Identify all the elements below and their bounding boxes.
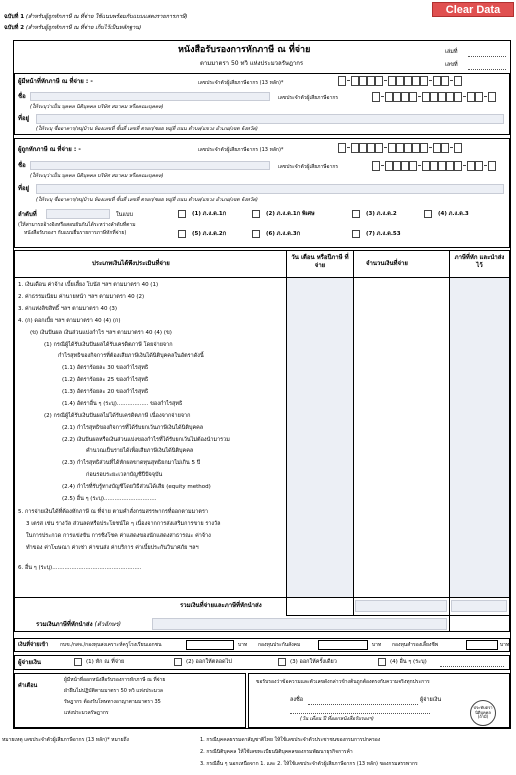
payer-type-other-line[interactable]	[440, 666, 504, 667]
fund-gpf-unit: บาท	[238, 642, 248, 648]
payer-type-option-2: (2) ออกให้ตลอดไป	[186, 659, 232, 665]
doc-no-label: เลขที่	[445, 62, 458, 68]
footnote-text: เลขประจำตัวผู้เสียภาษีอากร (13 หลัก)* หมายถึง	[24, 737, 129, 743]
income-row: (2.5) อื่น ๆ (ระบุ)..............................	[62, 496, 157, 502]
tax-id2-digit[interactable]	[372, 92, 380, 102]
tax-id2-digit[interactable]	[409, 92, 417, 102]
tax-id-digit[interactable]	[454, 76, 462, 86]
payer-type-option-3: (3) ออกให้ครั้งเดียว	[290, 659, 337, 665]
tax-id-digit[interactable]	[359, 143, 367, 153]
tax-id2-digit[interactable]	[393, 161, 401, 171]
fund-gpf-label: กบข./กสจ./กองทุนสงเคราะห์ครูโรงเรียนเอกชน	[60, 642, 162, 648]
tax-id2-digit[interactable]	[446, 161, 454, 171]
footnote-item-1: 1. กรณีบุคคลธรรมดาสัญชาติไทย ให้ใช้เลขประจำตัวประชาชนของกรมการปกครอง	[200, 737, 381, 743]
tax-id-digit[interactable]	[412, 143, 420, 153]
income-row: (2) กรณีผู้ได้รับเงินปันผลไม่ได้รับเครดิตภาษี เนื่องจากจ่ายจาก	[44, 413, 191, 419]
payer-tax-id2-label: เลขประจำตัวผู้เสียภาษีอากร	[278, 95, 339, 101]
form-option-2: (2) ภ.ง.ด.1ก พิเศษ	[266, 211, 315, 217]
tax-id2-digit[interactable]	[409, 161, 417, 171]
payee-name-input[interactable]	[30, 161, 270, 170]
footnote-intro	[2, 738, 129, 743]
tax-id2-digit[interactable]	[438, 161, 446, 171]
income-row: (1.3) อัตราร้อยละ 20 ของกำไรสุทธิ	[62, 389, 149, 395]
signature-line[interactable]	[308, 704, 418, 705]
seq-label: ลำดับที่	[18, 211, 37, 218]
income-row: 3. ค่าแห่งลิขสิทธิ์ ฯลฯ ตามมาตรา 40 (3)	[18, 306, 118, 312]
warning-line: ผู้มีหน้าที่ออกหนังสือรับรองการหักภาษี ณ ที่จ่าย	[64, 677, 166, 683]
income-row: (2.3) กำไรสุทธิส่วนที่ได้หักผลขาดทุนสุทธิยกมาไม่เกิน 5 ปี	[62, 460, 201, 466]
tax-id2-digit[interactable]	[430, 161, 438, 171]
seq-hint-1: (ให้สามารถอ้างอิงหรือสอบยันกันได้ระหว่างลำดับที่ตาม	[18, 222, 136, 228]
payee-heading: ผู้ถูกหักภาษี ณ ที่จ่าย : -	[18, 146, 81, 153]
payee-name-hint: (ให้ระบุว่าเป็น บุคคล นิติบุคคล บริษัท สมาคม หรือคณะบุคคล)	[30, 173, 164, 179]
footnote-item-3: 3. กรณีอื่น ๆ นอกเหนือจาก 1. และ 2. ให้ใช้เลขประจำตัวผู้เสียภาษีอากร (13 หลัก) ของกรมสรรพากร	[200, 761, 418, 767]
seq-input[interactable]	[46, 209, 110, 219]
tax-id2-digit[interactable]	[422, 92, 430, 102]
form-option-4: (4) ภ.ง.ด.3	[438, 211, 469, 217]
tax-id-digit[interactable]	[396, 143, 404, 153]
copy2-line	[4, 26, 141, 32]
tax-id2-digit[interactable]	[488, 92, 496, 102]
fund-pvd-input[interactable]	[466, 640, 498, 650]
fund-ssf-unit: บาท	[372, 642, 382, 648]
col-tax-header: ภาษีที่หัก และนำส่งไว้	[454, 254, 505, 269]
income-row: 2. ค่าธรรมเนียม ค่านายหน้า ฯลฯ ตามมาตรา 40 (2)	[18, 294, 145, 300]
form-title: หนังสือรับรองการหักภาษี ณ ที่จ่าย	[178, 45, 311, 55]
col-date-header: วัน เดือน หรือปีภาษี ที่จ่าย	[291, 254, 349, 269]
fund-pvd-label: กองทุนสำรองเลี้ยงชีพ	[392, 642, 439, 648]
form-checkbox-7[interactable]	[352, 230, 360, 238]
income-row: (1) กรณีผู้ได้รับเงินปันผลได้รับเครดิตภาษี โดยจ่ายจาก	[44, 342, 173, 348]
tax-id2-digit[interactable]	[385, 161, 393, 171]
tax-id-digit[interactable]	[420, 143, 428, 153]
tax-id-digit[interactable]	[412, 76, 420, 86]
payer-name-label: ชื่อ	[18, 93, 26, 100]
tax-id2-digit[interactable]	[446, 92, 454, 102]
income-row: (2.4) กำไรที่รับรู้ทางบัญชีโดยวิธีส่วนได้เสีย (equity method)	[62, 484, 211, 490]
payee-tax-id-label: เลขประจำตัวผู้เสียภาษีอากร (13 หลัก)*	[198, 147, 284, 153]
tax-id2-digit[interactable]	[438, 92, 446, 102]
tax-id-digit[interactable]	[433, 143, 441, 153]
income-row: 5. การจ่ายเงินได้ที่ต้องหักภาษี ณ ที่จ่าย ตามคำสั่งกรมสรรพากรที่ออกตามมาตรา	[18, 509, 208, 515]
form-option-3: (3) ภ.ง.ด.2	[366, 211, 397, 217]
payer-tax-id2-boxes	[372, 92, 508, 102]
copy2-note: (สำหรับผู้ถูกหักภาษี ณ ที่จ่าย เก็บไว้เป็นหลักฐาน)	[25, 25, 142, 31]
tax-id-digit[interactable]	[375, 143, 383, 153]
fund-ssf-label: กองทุนประกันสังคม	[258, 642, 301, 648]
warning-label: คำเตือน	[18, 683, 38, 689]
tax-id-digit[interactable]	[404, 76, 412, 86]
income-row: 1. เงินเดือน ค่าจ้าง เบี้ยเลี้ยง โบนัส ฯลฯ ตามมาตรา 40 (1)	[18, 282, 159, 288]
tax-id2-digit[interactable]	[372, 161, 380, 171]
payer-name-hint: (ให้ระบุว่าเป็น บุคคล นิติบุคคล บริษัท สมาคม หรือคณะบุคคล)	[30, 104, 164, 110]
tax-id-digit[interactable]	[338, 143, 346, 153]
date-hint: (วัน เดือน ปี ที่ออกหนังสือรับรองฯ)	[300, 716, 374, 722]
copy2-label: ฉบับที่ 2	[4, 25, 25, 31]
income-row: ก่อนรอบระยะเวลาบัญชีปีปัจจุบัน	[86, 472, 163, 478]
warning-line: แห่งประมวลรัษฎากร	[64, 710, 109, 716]
payer-tax-id-boxes	[338, 76, 508, 86]
tax-id2-digit[interactable]	[430, 92, 438, 102]
income-row: ทำของ ค่าโฆษณา ค่าเช่า ค่าขนส่ง ค่าบริการ ค่าเบี้ยประกันวินาศภัย ฯลฯ	[26, 545, 199, 551]
income-row: 6. อื่น ๆ (ระบุ)...................................................	[18, 565, 142, 571]
total-words-label	[36, 622, 121, 628]
form-checkbox-3[interactable]	[352, 210, 360, 218]
total-words-input[interactable]	[152, 618, 447, 630]
tax-id2-digit[interactable]	[401, 161, 409, 171]
tax-id2-digit[interactable]	[393, 92, 401, 102]
certify-text: ขอรับรองว่าข้อความและตัวเลขดังกล่าวข้างต้นถูกต้องตรงกับความจริงทุกประการ	[256, 679, 430, 685]
form-checkbox-1[interactable]	[178, 210, 186, 218]
payer-type-checkbox-1[interactable]	[74, 658, 82, 666]
form-checkbox-6[interactable]	[252, 230, 260, 238]
tax-id-digit[interactable]	[396, 76, 404, 86]
total-words-hint: (ตัวอักษร)	[94, 621, 121, 628]
payee-address-input[interactable]	[36, 184, 504, 194]
warning-line: รัษฎากร ต้องรับโทษทางอาญาตามมาตรา 35	[64, 699, 161, 705]
form-option-7: (7) ภ.ง.ด.53	[366, 231, 401, 237]
total-label: รวมเงินที่จ่ายและภาษีที่หักนำส่ง	[180, 602, 262, 609]
book-no-label: เล่มที่	[445, 49, 458, 55]
doc-no-line[interactable]	[468, 69, 506, 70]
income-row: (1.2) อัตราร้อยละ 25 ของกำไรสุทธิ	[62, 377, 149, 383]
tax-id2-digit[interactable]	[454, 161, 462, 171]
tax-id2-digit[interactable]	[385, 92, 393, 102]
form-option-5: (5) ภ.ง.ด.2ก	[192, 231, 227, 237]
tax-id2-digit[interactable]	[401, 92, 409, 102]
fund-pvd-unit: บาท	[500, 642, 510, 648]
col-amount-header: จำนวนเงินที่จ่าย	[366, 260, 408, 267]
in-form-label: ในแบบ	[116, 212, 133, 218]
tax-id-digit[interactable]	[433, 76, 441, 86]
tax-id2-digit[interactable]	[475, 92, 483, 102]
footnote-label: หมายเหตุ	[2, 737, 23, 743]
tax-id-digit[interactable]	[454, 143, 462, 153]
fund-ssf-input[interactable]	[318, 640, 368, 650]
tax-id-digit[interactable]	[367, 76, 375, 86]
sign-label: ลงชื่อ	[290, 697, 304, 703]
tax-id-digit[interactable]	[351, 76, 359, 86]
income-row: (2.2) เงินปันผลหรือเงินส่วนแบ่งของกำไรที่ได้รับยกเว้นไม่ต้องนำมารวม	[62, 437, 230, 443]
income-row: 3 เตรส เช่น รางวัล ส่วนลดหรือประโยชน์ใด ๆ เนื่องจากการส่งเสริมการขาย รางวัล	[26, 521, 221, 527]
income-row: คำนวณเป็นรายได้เพื่อเสียภาษีเงินได้นิติบุคคล	[86, 448, 194, 454]
tax-id-digit[interactable]	[420, 76, 428, 86]
payer-type-checkbox-2[interactable]	[174, 658, 182, 666]
form-subtitle: ตามมาตรา 50 ทวิ แห่งประมวลรัษฎากร	[200, 60, 304, 67]
payee-address-hint: (ให้ระบุ ชื่ออาคาร/หมู่บ้าน ห้องเลขที่ ชั้นที่ เลขที่ ตรอก/ซอย หมู่ที่ ถนน ตำบล/แขวง อำเภอ/เขต จังหวัด)	[36, 197, 258, 203]
tax-id-digit[interactable]	[359, 76, 367, 86]
col-type-header: ประเภทเงินได้พึงประเมินที่จ่าย	[92, 260, 170, 267]
income-row: กำไรสุทธิของกิจการที่ต้องเสียภาษีเงินได้นิติบุคคลในอัตราดังนี้	[58, 353, 204, 359]
income-row: (2.1) กำไรสุทธิของกิจการที่ได้รับยกเว้นภาษีเงินได้นิติบุคคล	[62, 425, 204, 431]
total-words-text: รวมเงินภาษีที่หักนำส่ง	[36, 621, 93, 628]
tax-id-digit[interactable]	[441, 143, 449, 153]
payee-tax-id2-label: เลขประจำตัวผู้เสียภาษีอากร	[278, 164, 339, 170]
payer-heading: ผู้มีหน้าที่หักภาษี ณ ที่จ่าย : -	[18, 78, 93, 85]
book-no-line[interactable]	[468, 56, 506, 57]
payee-address-label: ที่อยู่	[18, 185, 30, 192]
tax-id-digit[interactable]	[388, 143, 396, 153]
payer-type-option-4: (4) อื่น ๆ (ระบุ)	[390, 659, 427, 665]
tax-id2-digit[interactable]	[422, 161, 430, 171]
payee-tax-id-boxes	[338, 143, 508, 153]
total-amount-field[interactable]	[355, 600, 447, 612]
payer-tax-id-label: เลขประจำตัวผู้เสียภาษีอากร (13 หลัก)*	[198, 80, 284, 86]
form-option-1: (1) ภ.ง.ด.1ก	[192, 211, 227, 217]
tax-id2-digit[interactable]	[475, 161, 483, 171]
seq-hint-2: หนังสือรับรองฯ กับแบบยื่นรายการภาษีหักที่จ่าย)	[24, 230, 127, 236]
payer-type-checkbox-4[interactable]	[378, 658, 386, 666]
tax-id-digit[interactable]	[367, 143, 375, 153]
form-option-6: (6) ภ.ง.ด.3ก	[266, 231, 301, 237]
payer-type-option-1: (1) หัก ณ ที่จ่าย	[86, 659, 125, 665]
warning-line: ฝ่าฝืนไม่ปฏิบัติตามมาตรา 50 ทวิ แห่งประมวล	[64, 688, 163, 694]
tax-id-digit[interactable]	[388, 76, 396, 86]
payee-name-label: ชื่อ	[18, 162, 26, 169]
company-stamp: ประทับตรานิติบุคคล (ถ้ามี)	[470, 700, 496, 726]
payer-name-input[interactable]	[30, 92, 270, 101]
income-row: (1.4) อัตราอื่น ๆ (ระบุ).................. ของกำไรสุทธิ	[62, 401, 183, 407]
copy1-note: (สำหรับผู้ถูกหักภาษี ณ ที่จ่าย ใช้แนบพร้อมกับแบบแสดงรายการภาษี)	[25, 14, 188, 20]
payer-address-label: ที่อยู่	[18, 115, 30, 122]
tax-id2-digit[interactable]	[467, 161, 475, 171]
tax-id2-digit[interactable]	[467, 92, 475, 102]
tax-id-digit[interactable]	[404, 143, 412, 153]
date-line[interactable]	[290, 713, 430, 714]
total-tax-field[interactable]	[451, 600, 507, 612]
tax-id-digit[interactable]	[441, 76, 449, 86]
form-checkbox-2[interactable]	[252, 210, 260, 218]
tax-id2-digit[interactable]	[488, 161, 496, 171]
payer-type-label: ผู้จ่ายเงิน	[18, 659, 41, 666]
payee-tax-id2-boxes	[372, 161, 508, 171]
form-checkbox-5[interactable]	[178, 230, 186, 238]
tax-id-digit[interactable]	[338, 76, 346, 86]
fund-gpf-input[interactable]	[186, 640, 234, 650]
payer-address-hint: (ให้ระบุ ชื่ออาคาร/หมู่บ้าน ห้องเลขที่ ชั้นที่ เลขที่ ตรอก/ซอย หมู่ที่ ถนน ตำบล/แขวง อำเภอ/เขต จังหวัด)	[36, 126, 258, 132]
payer-address-input[interactable]	[36, 114, 504, 124]
copy1-line	[4, 15, 188, 21]
tax-id-digit[interactable]	[375, 76, 383, 86]
income-row: 4. (ก) ดอกเบี้ย ฯลฯ ตามมาตรา 40 (4) (ก)	[18, 318, 121, 324]
copy1-label: ฉบับที่ 1	[4, 14, 25, 20]
clear-data-button[interactable]: Clear Data	[432, 2, 514, 17]
payer-sign-label: ผู้จ่ายเงิน	[420, 697, 442, 703]
form-checkbox-4[interactable]	[424, 210, 432, 218]
income-row: (1.1) อัตราร้อยละ 30 ของกำไรสุทธิ	[62, 365, 149, 371]
footnote-item-2: 2. กรณีนิติบุคคล ให้ใช้เลขทะเบียนนิติบุคคลของกรมพัฒนาธุรกิจการค้า	[200, 749, 353, 755]
income-row: (ข) เงินปันผล เงินส่วนแบ่งกำไร ฯลฯ ตามมาตรา 40 (4) (ข)	[30, 330, 172, 336]
payer-type-checkbox-3[interactable]	[278, 658, 286, 666]
income-row: ในการประกวด การแข่งขัน การชิงโชค ค่าแสดงของนักแสดงสาธารณะ ค่าจ้าง	[26, 533, 211, 539]
fund-label: เงินที่จ่ายเข้า	[18, 642, 49, 648]
tax-id2-digit[interactable]	[454, 92, 462, 102]
tax-id-digit[interactable]	[351, 143, 359, 153]
